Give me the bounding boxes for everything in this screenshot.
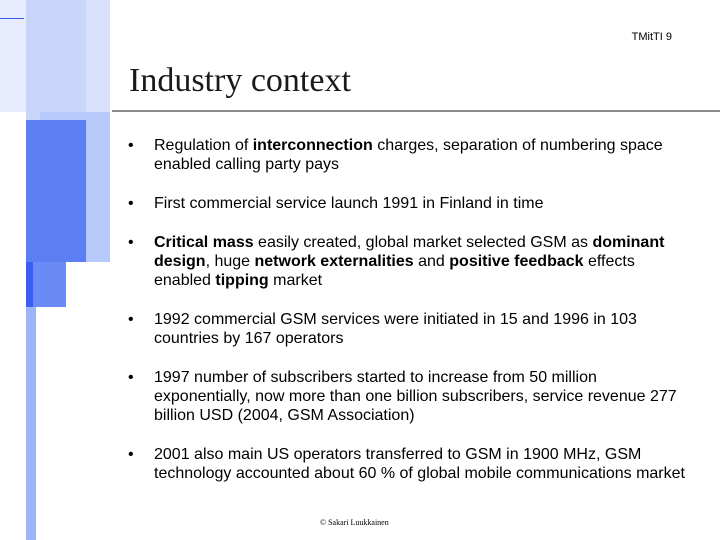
copyright-footer: © Sakari Luukkainen	[320, 518, 389, 527]
bullet-text-bold: network externalities	[254, 253, 414, 270]
bullet-text-bold: dominant design	[154, 234, 665, 270]
bullet-text: , huge	[205, 253, 255, 270]
bullet-item	[128, 233, 688, 290]
bullet-list	[128, 136, 688, 483]
bullet-text: effects enabled	[154, 253, 635, 289]
bullet-text-bold: positive feedback	[449, 253, 584, 270]
bullet-item	[128, 368, 688, 425]
slide-title: Industry context	[129, 62, 351, 99]
bullet-text: Regulation of	[154, 137, 253, 154]
bullet-text-bold: tipping	[215, 272, 269, 289]
bullet-item	[128, 136, 688, 174]
bullet-text-bold: interconnection	[252, 137, 373, 154]
bullet-item	[128, 310, 688, 348]
bullet-dot-icon: •	[128, 137, 134, 154]
bullet-dot-icon: •	[128, 195, 134, 212]
bullet-item	[128, 445, 688, 483]
bullet-text: 1992 commercial GSM services were initiated in 15 and 1996 in 103 countries by 167 operators	[154, 311, 637, 347]
bullet-text: charges, separation of numbering space enabled calling party pays	[154, 137, 663, 173]
bullet-text: market	[268, 272, 323, 289]
decor-block-lightblue	[33, 262, 66, 307]
bullet-text: and	[413, 253, 450, 270]
bullet-dot-icon: •	[128, 446, 134, 463]
bullet-text: 1997 number of subscribers started to increase from 50 million exponentially, now more than one billion subscribers, service revenue 277 billion USD (2004, GSM Association)	[154, 369, 677, 424]
bullet-text: easily created, global market selected GSM as	[253, 234, 593, 251]
bullet-text: First commercial service launch 1991 in Finland in time	[154, 195, 544, 212]
bullet-dot-icon: •	[128, 311, 134, 328]
bullet-dot-icon: •	[128, 234, 134, 251]
title-divider	[112, 110, 720, 112]
decor-block-blue	[26, 120, 86, 262]
bullet-text: 2001 also main US operators transferred to GSM in 1900 MHz, GSM technology accounted about 60 % of global mobile communications market	[154, 446, 685, 482]
bullet-item	[128, 194, 688, 213]
decor-dash	[0, 18, 24, 19]
bullet-text-bold: Critical mass	[154, 234, 254, 251]
decor-block-lightblue	[26, 307, 36, 540]
bullet-dot-icon: •	[128, 369, 134, 386]
slide-number: TMitTI 9	[631, 31, 672, 43]
